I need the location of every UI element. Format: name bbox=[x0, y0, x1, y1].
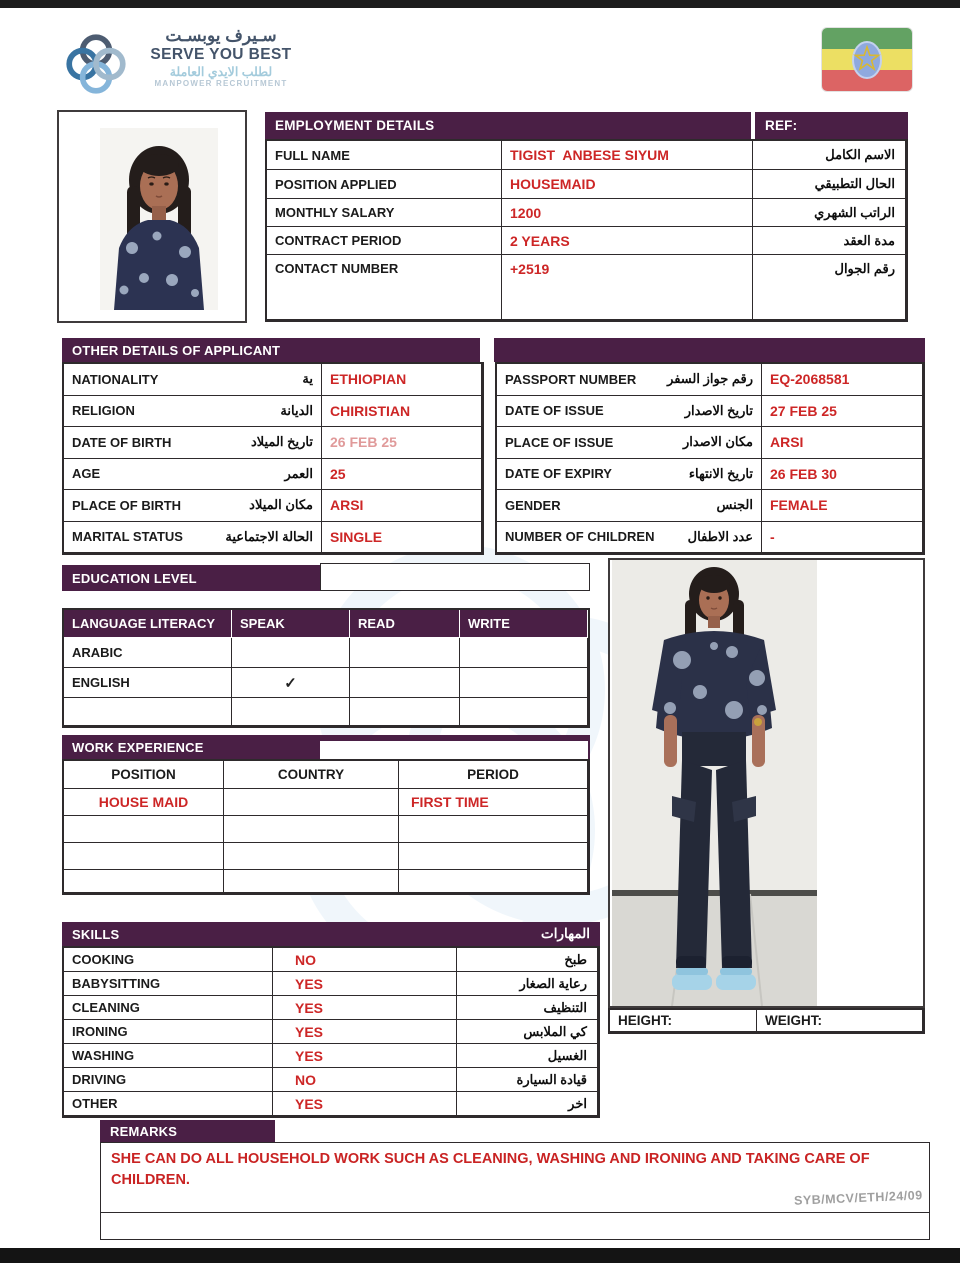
field-label: NATIONALITY ية bbox=[64, 364, 322, 396]
remarks-header bbox=[100, 1120, 275, 1142]
scan-bottom-bar bbox=[0, 1248, 960, 1263]
country-cell bbox=[224, 870, 399, 893]
skills-header bbox=[62, 922, 600, 946]
agency-logo-icon bbox=[62, 30, 130, 98]
field-label: PLACE OF BIRTH مكان الميلاد bbox=[64, 490, 322, 522]
skill-name: CLEANING bbox=[64, 996, 273, 1020]
ref-label: REF: bbox=[765, 118, 798, 133]
field-value: EQ-2068581 bbox=[762, 364, 923, 396]
document-ref-code: SYB/MCV/ETH/24/09 bbox=[794, 1188, 924, 1208]
position-cell bbox=[64, 816, 224, 843]
skill-name-arabic: الغسيل bbox=[547, 1047, 587, 1063]
position-cell bbox=[64, 843, 224, 870]
country-cell bbox=[224, 816, 399, 843]
header-divider bbox=[480, 338, 494, 362]
skills-table bbox=[62, 946, 600, 1118]
skill-name-arabic: طبخ bbox=[564, 951, 587, 967]
language-name: ARABIC bbox=[64, 638, 232, 668]
applicant-fullbody-photo bbox=[612, 560, 817, 1006]
weight-label: WEIGHT: bbox=[757, 1010, 923, 1032]
column-header: SPEAK bbox=[232, 610, 350, 638]
skill-value: YES bbox=[273, 1044, 457, 1068]
language-literacy-table bbox=[62, 608, 590, 728]
field-value: 2 YEARS bbox=[502, 227, 753, 255]
field-value: +2519 bbox=[502, 255, 753, 320]
ethiopia-flag-icon bbox=[822, 28, 912, 91]
education-level-header bbox=[62, 565, 320, 591]
skill-value: NO bbox=[273, 948, 457, 972]
field-label-arabic: الحال التطبيقي bbox=[814, 176, 895, 191]
skill-name: COOKING bbox=[64, 948, 273, 972]
skill-value: YES bbox=[273, 1020, 457, 1044]
employment-details-header bbox=[265, 112, 751, 139]
period-cell bbox=[399, 870, 588, 893]
write-cell bbox=[460, 698, 588, 726]
ref-header bbox=[755, 112, 908, 139]
scan-top-bar bbox=[0, 0, 960, 8]
field-value: ARSI bbox=[762, 427, 923, 459]
applicant-headshot-frame bbox=[57, 110, 247, 323]
skill-name: BABYSITTING bbox=[64, 972, 273, 996]
field-label-arabic: الراتب الشهري bbox=[814, 204, 895, 220]
period-cell bbox=[399, 843, 588, 870]
field-value: ETHIOPIAN bbox=[322, 364, 482, 396]
field-label: AGE العمر bbox=[64, 459, 322, 491]
other-details-title: OTHER DETAILS OF APPLICANT bbox=[72, 342, 281, 358]
agency-logo-text bbox=[136, 26, 306, 88]
skill-name: OTHER bbox=[64, 1092, 273, 1116]
field-value: 25 bbox=[322, 459, 482, 491]
field-label: MONTHLY SALARY bbox=[267, 199, 502, 227]
column-header: WRITE bbox=[460, 610, 588, 638]
period-cell: FIRST TIME bbox=[399, 789, 588, 816]
skill-name-arabic: رعاية الصغار bbox=[519, 975, 587, 991]
field-value: - bbox=[762, 522, 923, 554]
applicant-headshot-photo bbox=[100, 128, 218, 310]
agency-name: SERVE YOU BEST bbox=[150, 46, 292, 63]
read-cell bbox=[350, 668, 460, 698]
field-label: CONTACT NUMBER bbox=[267, 255, 502, 320]
height-weight-row bbox=[608, 1008, 925, 1034]
agency-subtitle-arabic: لطلب الايدي العاملة bbox=[169, 65, 273, 79]
field-value: FEMALE bbox=[762, 490, 923, 522]
employment-table bbox=[265, 139, 908, 322]
speak-check: ✓ bbox=[232, 668, 350, 698]
speak-cell bbox=[232, 698, 350, 726]
country-cell bbox=[224, 789, 399, 816]
work-experience-table bbox=[62, 759, 590, 895]
field-label: DATE OF EXPIRY تاريخ الانتهاء bbox=[497, 459, 762, 491]
field-value: HOUSEMAID bbox=[502, 170, 753, 199]
field-label-arabic: مدة العقد bbox=[843, 232, 895, 248]
field-value: ARSI bbox=[322, 490, 482, 522]
field-label: DATE OF BIRTH تاريخ الميلاد bbox=[64, 427, 322, 459]
skill-name: DRIVING bbox=[64, 1068, 273, 1092]
field-label: CONTRACT PERIOD bbox=[267, 227, 502, 255]
skill-name-arabic: قيادة السيارة bbox=[516, 1071, 587, 1087]
field-value: SINGLE bbox=[322, 522, 482, 554]
position-cell: HOUSE MAID bbox=[64, 789, 224, 816]
language-name bbox=[64, 698, 232, 726]
position-cell bbox=[64, 870, 224, 893]
skill-name: IRONING bbox=[64, 1020, 273, 1044]
field-label: POSITION APPLIED bbox=[267, 170, 502, 199]
skill-value: YES bbox=[273, 1092, 457, 1116]
country-cell bbox=[224, 843, 399, 870]
column-header: LANGUAGE LITERACY bbox=[64, 610, 232, 638]
skills-title-arabic: المهارات bbox=[541, 926, 590, 941]
flag-emblem-icon bbox=[850, 38, 884, 82]
agency-tagline: MANPOWER RECRUITMENT bbox=[154, 79, 288, 88]
field-label: PLACE OF ISSUE مكان الاصدار bbox=[497, 427, 762, 459]
employment-details-title: EMPLOYMENT DETAILS bbox=[275, 118, 435, 133]
column-header: POSITION bbox=[64, 761, 224, 789]
skill-name-arabic: كي الملابس bbox=[523, 1023, 587, 1039]
field-label: NUMBER OF CHILDREN عدد الاطفال bbox=[497, 522, 762, 554]
field-label: GENDER الجنس bbox=[497, 490, 762, 522]
field-label: PASSPORT NUMBER رقم جواز السفر bbox=[497, 364, 762, 396]
education-level-title: EDUCATION LEVEL bbox=[72, 570, 197, 586]
field-label: MARITAL STATUS الحالة الاجتماعية bbox=[64, 522, 322, 554]
skill-value: YES bbox=[273, 996, 457, 1020]
work-experience-title: WORK EXPERIENCE bbox=[72, 739, 204, 755]
other-details-left-table bbox=[62, 362, 484, 555]
skill-name-arabic: اخر bbox=[568, 1095, 587, 1111]
speak-cell bbox=[232, 638, 350, 668]
field-label: DATE OF ISSUE تاريخ الاصدار bbox=[497, 396, 762, 428]
skill-name-arabic: التنظيف bbox=[543, 999, 587, 1015]
column-header: PERIOD bbox=[399, 761, 588, 789]
field-value: 27 FEB 25 bbox=[762, 396, 923, 428]
field-label-arabic: رقم الجوال bbox=[834, 261, 895, 276]
work-experience-header-inset bbox=[320, 741, 588, 759]
skill-value: YES bbox=[273, 972, 457, 996]
height-label: HEIGHT: bbox=[610, 1010, 757, 1032]
field-label: FULL NAME bbox=[267, 141, 502, 170]
field-value: 1200 bbox=[502, 199, 753, 227]
skill-value: NO bbox=[273, 1068, 457, 1092]
read-cell bbox=[350, 638, 460, 668]
field-value: 26 FEB 25 bbox=[322, 427, 482, 459]
field-value: CHIRISTIAN bbox=[322, 396, 482, 428]
skill-name: WASHING bbox=[64, 1044, 273, 1068]
column-header: COUNTRY bbox=[224, 761, 399, 789]
period-cell bbox=[399, 816, 588, 843]
language-name: ENGLISH bbox=[64, 668, 232, 698]
field-label-arabic: الاسم الكامل bbox=[825, 147, 895, 162]
education-level-value bbox=[320, 563, 590, 591]
other-details-right-table bbox=[495, 362, 925, 555]
column-header: READ bbox=[350, 610, 460, 638]
field-value: TIGIST ANBESE SIYUM bbox=[502, 141, 753, 170]
applicant-fullbody-frame bbox=[608, 558, 925, 1008]
write-cell bbox=[460, 668, 588, 698]
remarks-title: REMARKS bbox=[110, 1123, 178, 1139]
write-cell bbox=[460, 638, 588, 668]
remarks-box bbox=[100, 1142, 930, 1240]
agency-name-arabic: سـيرف يوبسـت bbox=[165, 26, 277, 45]
read-cell bbox=[350, 698, 460, 726]
field-value: 26 FEB 30 bbox=[762, 459, 923, 491]
field-label: RELIGION الديانة bbox=[64, 396, 322, 428]
skills-title: SKILLS bbox=[72, 926, 120, 942]
remarks-text: SHE CAN DO ALL HOUSEHOLD WORK SUCH AS CLEANING, WASHING AND IRONING AND TAKING CARE OF CHILDREN. bbox=[101, 1143, 929, 1213]
